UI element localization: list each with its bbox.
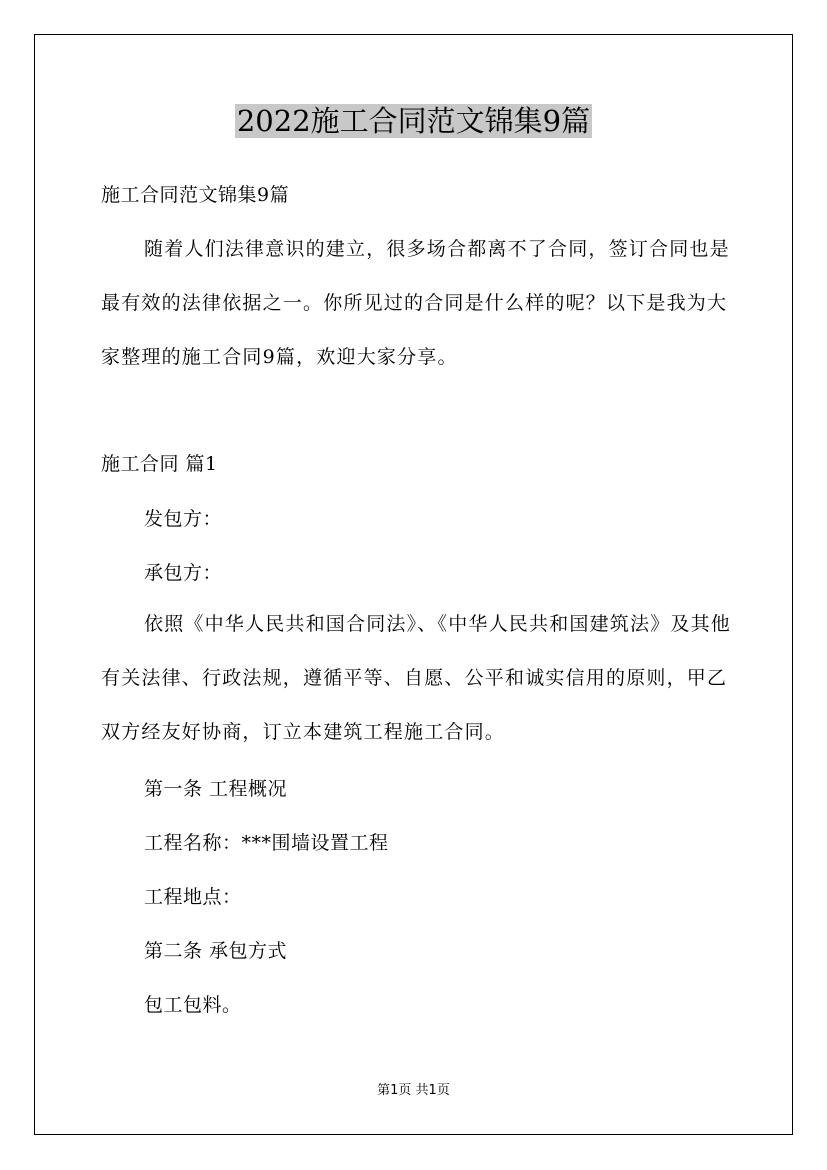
contract-method: 包工包料。 bbox=[144, 994, 242, 1016]
document-title bbox=[0, 99, 827, 143]
project-location: 工程地点： bbox=[144, 886, 242, 908]
article-1-heading: 第一条 工程概况 bbox=[144, 778, 288, 800]
document-subtitle: 施工合同范文锦集9篇 bbox=[101, 184, 290, 206]
party-b-label: 承包方： bbox=[144, 562, 223, 584]
section-heading: 施工合同 篇1 bbox=[101, 453, 218, 475]
page-footer: 第1页 共1页 bbox=[377, 1083, 450, 1098]
basis-paragraph: 依照《中华人民共和国合同法》、《中华人民共和国建筑法》及其他有关法律、行政法规，遵循平等、自愿、公平和诚实信用的原则，甲乙双方经友好协商，订立本建筑工程施工合同。 bbox=[101, 613, 732, 743]
article-2-heading: 第二条 承包方式 bbox=[144, 940, 288, 962]
party-a-label: 发包方： bbox=[144, 508, 223, 530]
document-title-text: 2022施工合同范文锦集9篇 bbox=[236, 104, 591, 138]
intro-paragraph: 随着人们法律意识的建立，很多场合都离不了合同，签订合同也是最有效的法律依据之一。你所见过的合同是什么样的呢？以下是我为大家整理的施工合同9篇，欢迎大家分享。 bbox=[101, 238, 730, 368]
project-name: 工程名称：***围墙设置工程 bbox=[144, 832, 389, 854]
